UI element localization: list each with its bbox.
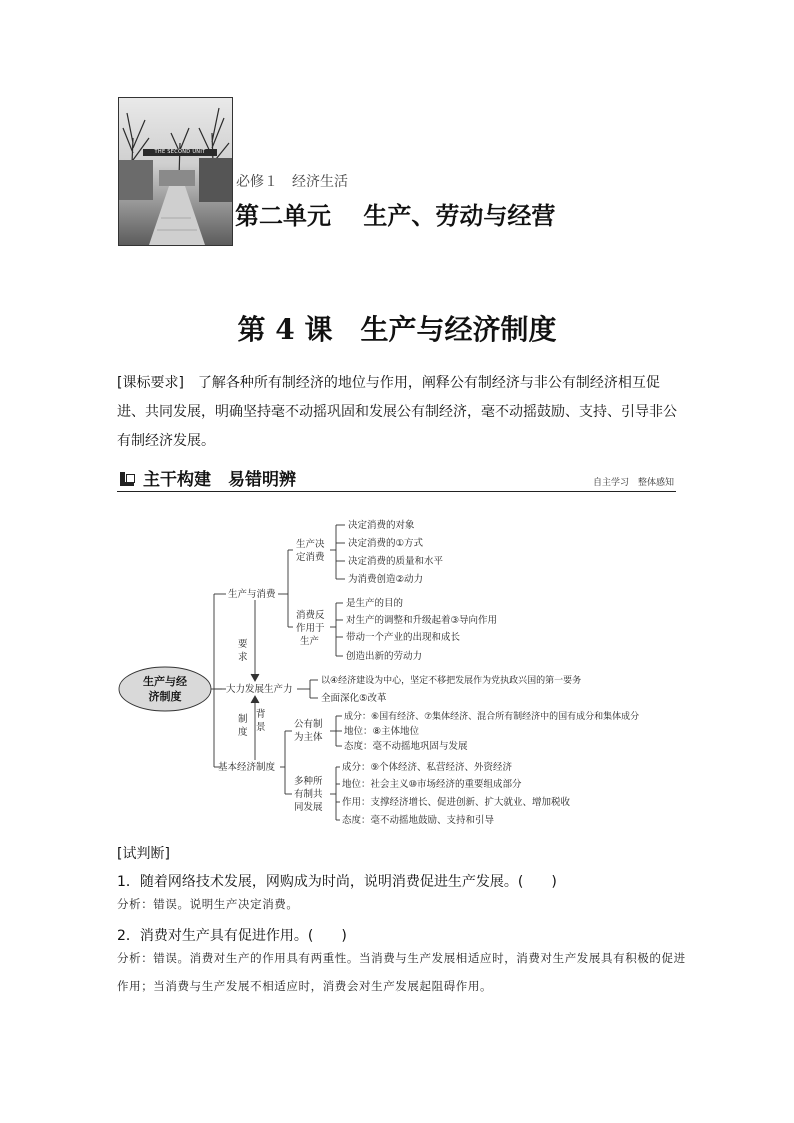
node-basic-system: 基本经济制度 [218,762,276,773]
node-public-1: 公有制 [294,719,323,730]
multi-item-3: 作用：支撑经济增长、促进创新、扩大就业、增加税收 [342,797,571,808]
requirement-text: 了解各种所有制经济的地位与作用，阐释公有制经济与非公有制经济相互促进、共同发展，明确坚持毫不动摇巩固和发展公有制经济，毫不动摇鼓励、支持、引导非公有制经济发展。 [117,375,677,449]
module-label: 必修１ 经济生活 [236,174,348,190]
multi-item-4: 态度：毫不动摇地鼓励、支持和引导 [342,815,495,826]
test-heading: [试判断] [117,846,170,862]
label-zhidu-2: 度 [238,727,248,738]
question-1: 1．随着网络技术发展，网购成为时尚，说明消费促进生产发展。( ) [117,874,557,890]
node-cons-reacts-2: 作用于 [296,623,325,634]
root-label-1: 生产与经 [143,675,187,688]
node-develop: 大力发展生产力 [226,684,293,695]
node-multi-1: 多种所 [294,776,323,787]
label-beijing-1: 背 [256,709,266,720]
reacts-item-2: 对生产的调整和升级起着③导向作用 [346,615,498,626]
multi-item-2: 地位：社会主义⑩市场经济的重要组成部分 [342,779,522,790]
node-public-2: 为主体 [294,732,323,743]
answer-2: 分析：错误。消费对生产的作用具有两重性。当消费与生产发展相适应时，消费对生产发展具有积极的促进作用；当消费与生产发展不相适应时，消费会对生产发展起阻碍作用。 [117,951,686,993]
develop-item-2: 全面深化⑤改革 [321,693,387,704]
node-cons-reacts-3: 生产 [300,636,320,647]
node-prod-decides-2: 定消费 [296,552,325,563]
root-label-2: 济制度 [148,690,182,703]
multi-item-1: 成分：⑨个体经济、私营经济、外资经济 [342,762,513,773]
label-yaoqiu-1: 要 [238,639,248,650]
label-yaoqiu-2: 求 [238,652,248,663]
unit-title: 第二单元 生产、劳动与经营 [235,202,556,230]
public-item-2: 地位：⑧主体地位 [344,726,420,737]
node-multi-2: 有制共 [294,789,323,800]
label-zhidu-1: 制 [238,714,248,725]
answer-1: 分析：错误。说明生产决定消费。 [117,897,299,911]
question-2: 2．消费对生产具有促进作用。( ) [117,928,347,944]
decides-item-3: 决定消费的质量和水平 [348,556,444,567]
node-multi-3: 同发展 [294,802,323,813]
reacts-item-4: 创造出新的劳动力 [346,651,423,662]
public-item-3: 态度：毫不动摇地巩固与发展 [344,741,468,752]
unit-badge: THE SECOND UNIT [143,149,217,156]
label-beijing-2: 景 [256,722,266,733]
decides-item-4: 为消费创造②动力 [348,574,424,585]
section-title: 主干构建 易错明辨 [143,470,296,490]
lesson-title: 第 4 课 生产与经济制度 [237,313,557,346]
requirement-tag: [课标要求] [117,375,184,391]
reacts-item-1: 是生产的目的 [346,598,404,609]
develop-item-1: 以④经济建设为中心，坚定不移把发展作为党执政兴国的第一要务 [321,676,582,686]
reacts-item-3: 带动一个产业的出现和成长 [346,632,461,643]
decides-item-2: 决定消费的①方式 [348,538,424,549]
node-cons-reacts-1: 消费反 [296,610,325,621]
section-subtitle: 自主学习 整体感知 [592,478,674,488]
node-prod-consumption: 生产与消费 [228,589,276,600]
decides-item-1: 决定消费的对象 [348,520,415,531]
public-item-1: 成分：⑥国有经济、⑦集体经济、混合所有制经济中的国有成分和集体成分 [344,712,640,722]
node-prod-decides-1: 生产决 [296,539,325,550]
